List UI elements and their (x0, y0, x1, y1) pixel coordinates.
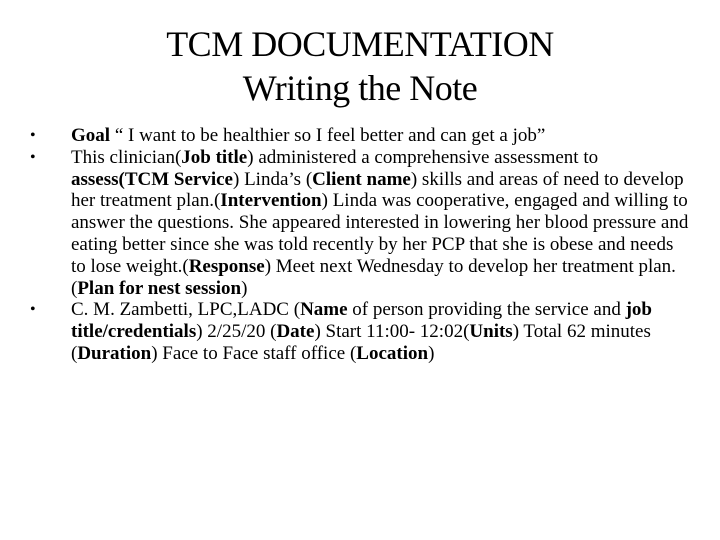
bullet-dot-icon: • (30, 127, 36, 144)
bold-label: Job title (181, 146, 248, 168)
slide-title (0, 22, 720, 110)
text-segment: ) (428, 342, 435, 364)
bold-label: Duration (77, 342, 152, 364)
bold-label: Intervention (220, 190, 322, 212)
title-line-1: TCM DOCUMENTATION (166, 24, 554, 64)
text-segment: ) Face to Face staff office ( (151, 342, 357, 364)
text-segment: of person providing the service and (347, 299, 626, 321)
bold-label: Date (276, 321, 315, 343)
text-segment: ) Start 11:00- 12:02( (314, 321, 470, 343)
text-segment: This clinician( (71, 146, 182, 168)
bold-label: Client name (312, 168, 411, 190)
text-segment: ) skills and areas of need to develop her treatment plan.( (71, 168, 684, 212)
bold-label: Location (356, 342, 429, 364)
bullet-item (30, 125, 690, 147)
bold-label: Goal (71, 125, 111, 146)
bold-label: Response (188, 255, 265, 277)
text-segment: ) Linda was cooperative, engaged and willing to answer the questions. She appeared interested in lowering her blood pressure and eating better since she was told recently by her PCP that she is obese and needs to lose weight.( (71, 190, 689, 277)
title-line-2: Writing the Note (242, 68, 478, 108)
bullet-dot-icon: • (30, 148, 36, 166)
text-segment: ) (241, 277, 248, 299)
bullet-dot-icon: • (30, 301, 36, 319)
bold-label: Units (469, 321, 513, 343)
text-segment: “ I want to be healthier so I feel better and can get a job” (110, 125, 546, 146)
bold-label: Plan for nest session (77, 277, 242, 299)
bullet-list (30, 125, 690, 365)
text-segment: ) Total 62 minutes ( (71, 321, 651, 364)
text-segment: C. M. Zambetti, LPC,LADC ( (71, 299, 301, 321)
text-segment: ) 2/25/20 ( (196, 321, 277, 343)
bullet-item (30, 299, 690, 364)
bold-label: Name (300, 299, 348, 321)
bullet-item (30, 147, 690, 300)
bold-label: job title/credentials (71, 299, 653, 343)
text-segment: ) administered a comprehensive assessment to (247, 146, 599, 168)
bold-label: assess(TCM Service (71, 168, 233, 190)
text-segment: ) Meet next Wednesday to develop her treatment plan.( (71, 255, 676, 299)
text-segment: ) Linda’s ( (233, 168, 313, 190)
